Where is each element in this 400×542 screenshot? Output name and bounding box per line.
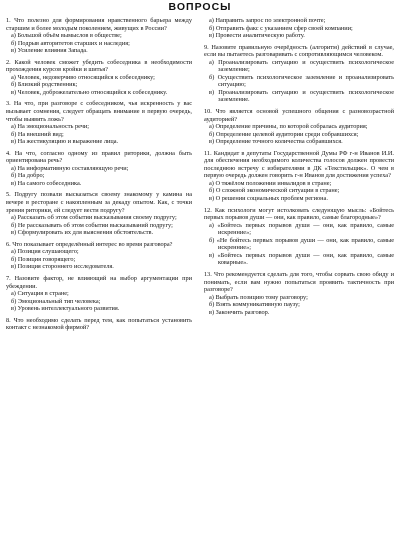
question-block bbox=[204, 44, 394, 104]
answer-option: б) Позиция говорящего; bbox=[11, 255, 76, 263]
answer-option: в) Сформулировать их для выяснения обстоятельств. bbox=[11, 229, 154, 237]
answer-option: а) На эмоциональность речи; bbox=[11, 123, 90, 131]
question-text: 7. Назовите фактор, не влияющий на выбор аргументации при убеждении. bbox=[6, 274, 192, 290]
answer-option: в) На жестикуляцию и выражение лица. bbox=[11, 138, 119, 146]
question-block bbox=[204, 271, 394, 316]
question-text: 8. Что необходимо сделать перед тем, как попытаться установить контакт с незнакомой фирмой? bbox=[6, 316, 192, 332]
question-block bbox=[6, 191, 192, 236]
questions-column-left bbox=[6, 17, 192, 539]
answer-option: б) Определение целевой аудитории среди собравшихся; bbox=[209, 130, 359, 138]
answer-option: б) Близкий родственник; bbox=[11, 81, 78, 89]
question-text: 6. Что показывает определённый интерес во время разговора? bbox=[6, 240, 173, 248]
question-block bbox=[6, 317, 192, 332]
question-text: 4. На что, согласно одному из правил риторики, должна быть ориентирована речь? bbox=[6, 149, 192, 165]
question-text: 13. Что рекомендуется сделать для того, чтобы сорвать свою обиду и понимать, если вам нужно попытаться проявить тактичность при разговоре? bbox=[204, 270, 394, 294]
answer-option: а) Ситуация в стране; bbox=[11, 290, 69, 298]
question-text: 10. Что является основой успешного общения с разновозрастной аудиторией? bbox=[204, 108, 394, 123]
question-block bbox=[204, 150, 394, 203]
answer-option: б) О сложной экономической ситуации в стране; bbox=[209, 187, 340, 195]
page-title: ВОПРОСЫ bbox=[168, 1, 232, 13]
question-text: 1. Что полезно для формирования нравственного барьера между старшим и более молодым поколением, живущих в России? bbox=[6, 17, 192, 32]
question-text: 9. Назовите правильную очерёдность (алгоритм) действий в случае, если вы пытаетесь разговаривать с сопротивляющимся человеком. bbox=[204, 43, 394, 59]
answer-option: а) Выбрать позицию тому разговору; bbox=[209, 293, 308, 301]
answer-option: б) Взять коммуникативную паузу; bbox=[209, 301, 300, 309]
question-text: 2. Какой человек сможет убедить собеседника в необходимости прохождения курсов кройки и шитья? bbox=[6, 58, 192, 74]
question-block bbox=[6, 150, 192, 188]
answer-option: в) Проанализировать ситуацию и осуществить психологическое заземление. bbox=[209, 88, 394, 104]
questions-column-right bbox=[204, 17, 394, 539]
question-block bbox=[6, 100, 192, 145]
question-block bbox=[6, 241, 192, 271]
answer-option: в) На самого собеседника. bbox=[11, 179, 82, 187]
answer-option: а) О тяжёлом положении инвалидов в стране; bbox=[209, 179, 332, 187]
question-block bbox=[6, 59, 192, 97]
answer-option: а) Рассказать об этом событии высказывания своему подругу; bbox=[11, 214, 177, 222]
question-block bbox=[6, 17, 192, 55]
answer-option: б) На добро; bbox=[11, 172, 45, 180]
question-block bbox=[204, 17, 394, 40]
question-block bbox=[6, 275, 192, 313]
answer-option: а) На информативную составляющую речи; bbox=[11, 164, 129, 172]
answer-option: а) «Бойтесь первых порывов души — они, как правило, самые искренние»; bbox=[209, 221, 394, 237]
answer-option: в) Провести аналитическую работу. bbox=[209, 32, 305, 40]
question-block bbox=[204, 108, 394, 146]
answer-option: б) Подрыв авторитетов старших и наследия; bbox=[11, 39, 130, 47]
answer-option: в) Позиция стороннего исследователя. bbox=[11, 263, 114, 271]
question-text: 3. На что, при разговоре с собеседником, чья искренность у вас вызывает сомнения, следует обращать внимание в первую очередь, чтобы выявить ложь? bbox=[6, 100, 192, 123]
answer-option: в) Усиление влияния Запада. bbox=[11, 47, 88, 55]
answer-option: в) Человек, доброжелательно относящийся к собеседнику. bbox=[11, 88, 168, 96]
answer-option: а) Позиция слушающего; bbox=[11, 248, 79, 256]
question-block bbox=[204, 207, 394, 267]
answer-option: а) Направить запрос по электронной почте; bbox=[209, 17, 326, 24]
answer-option: б) Отправить факс с указанием сфер своей компании; bbox=[209, 24, 353, 32]
answer-option: а) Проанализировать ситуацию и осуществить психологическое заземление; bbox=[209, 58, 394, 74]
answer-option: б) Не рассказывать об этом событии высказываний подругу; bbox=[11, 221, 173, 229]
answer-option: в) Определение точного количества собравшихся. bbox=[209, 138, 343, 146]
answer-option: в) «Бойтесь первых порывов души — они, как правило, самые коварные». bbox=[209, 251, 394, 267]
answer-option: а) Определение причины, по которой собралась аудитория; bbox=[209, 123, 368, 131]
answer-option: б) Эмоциональный тип человека; bbox=[11, 297, 101, 305]
question-text: 5. Подругу позвали высказаться своему знакомому у камина на вечере в ресторане с накопленным за декаду опытом. Как, с точки зрения риторики, ей следует вести подругу? bbox=[6, 191, 192, 214]
answer-option: б) «Не бойтесь первых порывов души — они, как правило, самые искренние»; bbox=[209, 236, 394, 252]
answer-option: а) Большой объём вымыслов в обществе; bbox=[11, 32, 122, 40]
answer-option: б) На внешний вид; bbox=[11, 130, 64, 138]
answer-option: в) Уровень интеллектуального развития. bbox=[11, 305, 120, 313]
answer-option: в) Закончить разговор. bbox=[209, 308, 270, 316]
question-text: 12. Как психологи могут истолковать следующую мысль: «Бойтесь первых порывов души — они, как правило, самые благородные»? bbox=[204, 206, 394, 222]
answer-option: в) О решении социальных проблем региона. bbox=[209, 195, 328, 203]
answer-option: б) Осуществить психологическое заземление и проанализировать ситуацию; bbox=[209, 73, 394, 89]
answer-option: а) Человек, недоверчиво относящийся к собеседнику; bbox=[11, 73, 155, 81]
question-text: 11. Кандидат в депутаты Государственной Думы РФ г-н Иванов И.И. для обеспечения необходимого количества голосов должен провести последнюю встречу с избирателями в ДК «Текстильщик». О чем в первую очередь должен говорить г-н Иванов для достижения успеха? bbox=[204, 149, 394, 180]
